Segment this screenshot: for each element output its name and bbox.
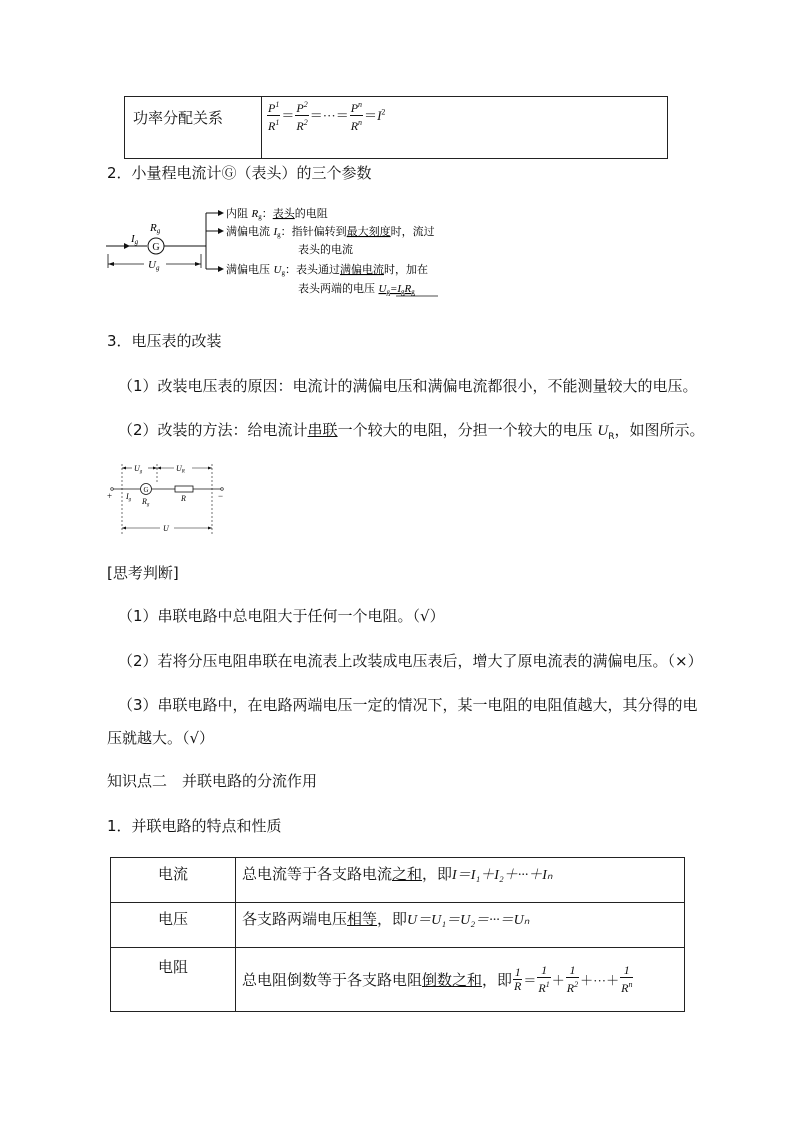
series-resistor xyxy=(175,486,193,492)
series-minus: − xyxy=(218,491,224,501)
item2-line2: 表头的电流 xyxy=(298,243,353,256)
item2-text: 满偏电流 Ig：指针偏转到最大刻度时，流过 xyxy=(226,225,435,239)
row-voltage-label: 电压 xyxy=(157,910,188,928)
item3-line2: 表头两端的电压 Ug=IgRg xyxy=(298,282,415,296)
series-r-label: R xyxy=(181,494,186,503)
series-rg-label: Rg xyxy=(142,497,150,508)
item3-text: 满偏电压 Ug：表头通过满偏电流时，加在 xyxy=(226,263,428,277)
row-current-label: 电流 xyxy=(157,865,188,883)
row-voltage-label-cell xyxy=(111,903,236,948)
series-circuit-diagram xyxy=(102,458,232,538)
power-label: 功率分配关系 xyxy=(133,109,224,127)
fraction-p2-r2: $\frac{P^2}{R^2}$ xyxy=(296,100,308,133)
row-current-label-cell xyxy=(111,858,236,903)
series-g: G xyxy=(143,486,149,494)
paragraph-1: （1）改装电压表的原因：电流计的满偏电压和满偏电流都很小，不能测量较大的电压。 xyxy=(118,377,698,395)
think-title: [思考判断] xyxy=(107,564,179,582)
fraction-1-over-rn: $\frac{1}{R^n}$ xyxy=(621,963,633,995)
judgment-3-line1: （3）串联电路中，在电路两端电压一定的情况下，某一电阻的电阻值越大，其分得的电 xyxy=(118,696,698,714)
power-formula-cell: $\frac{P^1}{R^1}$ ＝ $\frac{P^2}{R^2}$ ＝···＝ $\frac{P^n}{R^n}$ $=I^2$ xyxy=(262,97,668,159)
sub1-title: 1．并联电路的特点和性质 xyxy=(107,817,282,835)
formula-rhs: $I^2$ xyxy=(377,107,386,123)
paragraph-2: （2）改装的方法：给电流计串联一个较大的电阻，分担一个较大的电压 $U_R$，如图所示。 xyxy=(118,421,705,442)
fraction-p1-r1: $\frac{P^1}{R^1}$ xyxy=(268,100,280,133)
parallel-properties-table xyxy=(110,857,685,1012)
series-plus: + xyxy=(107,491,113,501)
power-label-cell xyxy=(125,97,262,159)
ug-label: Ug xyxy=(148,259,160,272)
ig-label: Ig xyxy=(131,233,139,246)
fraction-1-over-r1: $\frac{1}{R^1}$ xyxy=(538,963,550,995)
rg-label: Rg xyxy=(150,222,161,235)
row-resistance-label-cell xyxy=(111,948,236,1012)
series-ug-label: Ug xyxy=(134,464,143,475)
judgment-3-line2: 压就越大。（√） xyxy=(107,729,215,747)
row-resistance-label: 电阻 xyxy=(157,958,188,976)
fraction-1-over-r2: $\frac{1}{R^2}$ xyxy=(566,963,579,995)
section3-title: 3．电压表的改装 xyxy=(107,332,222,350)
galvanometer-diagram xyxy=(100,200,480,302)
row-resistance-content: 总电阻倒数等于各支路电阻倒数之和，即 $\frac{1}{R}$ ＝ $\frac{1}{R^1}$ ＋ $\frac{1}{R^2}$ ＋···＋ $\frac{1}{R^n}$ xyxy=(236,948,685,1012)
series-ur-label: UR xyxy=(176,464,185,475)
series-ig-label: Ig xyxy=(126,492,132,503)
power-distribution-table xyxy=(124,96,668,159)
knowledge-point-2-title: 知识点二 并联电路的分流作用 xyxy=(107,772,318,790)
fraction-1-over-r: $\frac{1}{R}$ xyxy=(514,965,522,993)
judgment-2: （2）若将分压电阻串联在电流表上改装成电压表后，增大了原电流表的满偏电压。（×） xyxy=(118,652,703,670)
series-u-label: U xyxy=(163,524,169,533)
judgment-1: （1）串联电路中总电阻大于任何一个电阻。（√） xyxy=(118,607,445,625)
item1-text: 内阻 Rg：表头的电阻 xyxy=(226,207,328,221)
row-voltage-content: 各支路两端电压相等，即U＝U₁＝U₂＝···＝Uₙ xyxy=(236,903,685,948)
galvanometer-g: G xyxy=(152,242,160,253)
row-current-content: 总电流等于各支路电流之和，即I＝I₁＋I₂＋···＋Iₙ xyxy=(236,858,685,903)
fraction-pn-rn: $\frac{P^n}{R^n}$ xyxy=(350,100,363,133)
section2-title: 2．小量程电流计Ⓖ（表头）的三个参数 xyxy=(107,164,372,182)
